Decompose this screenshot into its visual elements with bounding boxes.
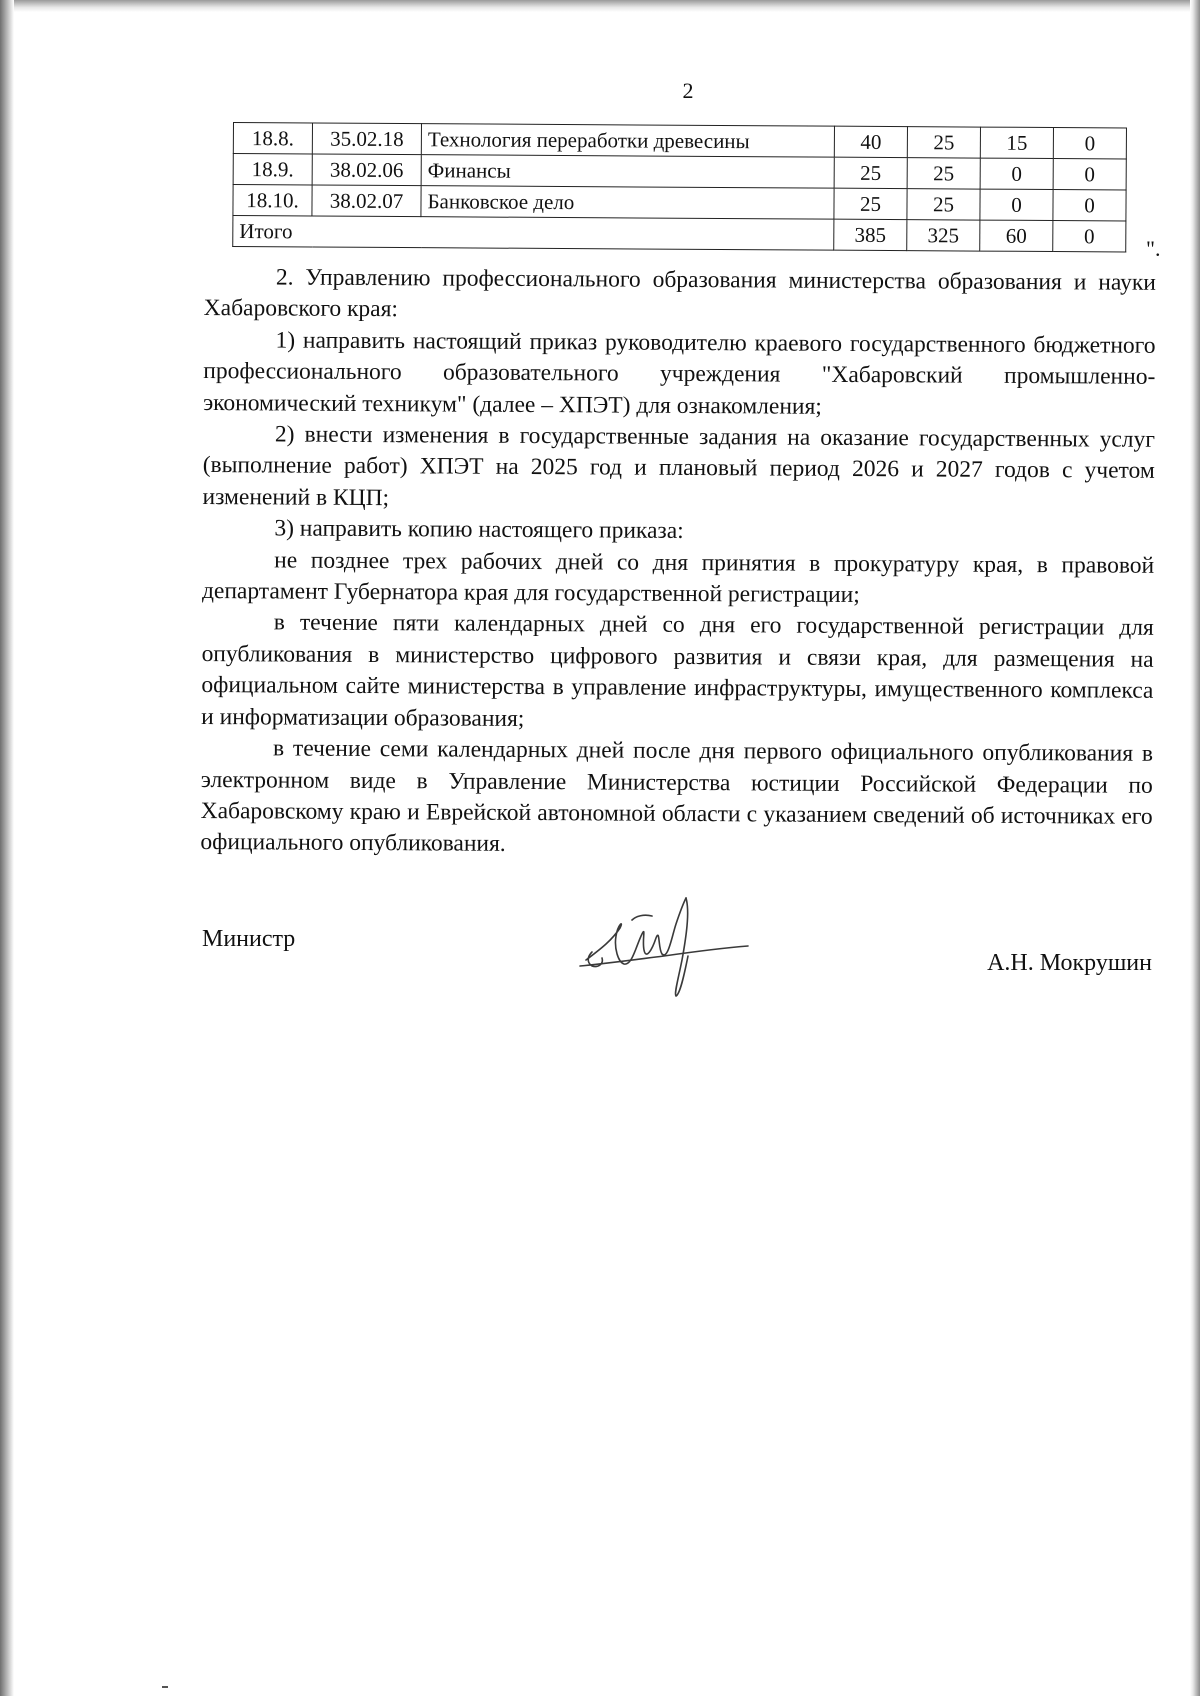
specialty-code-cell: 38.02.06	[312, 154, 421, 186]
total-value-cell-1: 385	[834, 219, 907, 250]
total-value-cell-3: 60	[980, 220, 1053, 251]
signatory-title: Министр	[202, 926, 296, 952]
value-cell-4: 0	[1053, 190, 1126, 221]
value-cell-2: 25	[907, 158, 980, 189]
quota-table	[232, 122, 1127, 252]
paragraph-subitem-1: 1) направить настоящий приказ руководителю краевого государственного бюджетного профессионального образовательного учреждения "Хабаровский промышленно-экономический техникум" (далее – ХПЭТ) для ознакомления;	[203, 327, 1156, 420]
specialty-name-cell: Банковское дело	[421, 186, 834, 220]
paragraph-prosecutor-clause: не позднее трех рабочих дней со дня принятия в прокуратуру края, в правовой департамент Губернатора края для государственной регистрации;	[201, 547, 1155, 609]
table-total-row	[233, 216, 1126, 252]
signature-block	[202, 920, 1152, 1000]
value-cell-4: 0	[1053, 159, 1126, 190]
value-cell-3: 0	[980, 158, 1053, 189]
row-number-cell: 18.9.	[233, 154, 312, 185]
paragraph-item-2: 2. Управлению профессионального образования министерства образования и науки Хабаровского края:	[203, 264, 1156, 323]
value-cell-1: 25	[834, 157, 907, 188]
value-cell-3: 15	[980, 127, 1053, 158]
value-cell-1: 25	[834, 188, 907, 219]
specialty-code-cell: 35.02.18	[312, 123, 421, 155]
specialty-name-cell: Технология переработки древесины	[421, 124, 834, 158]
value-cell-2: 25	[907, 189, 980, 220]
scan-edge-top	[0, 0, 1200, 12]
paragraph-publication-clause: в течение пяти календарных дней со дня его государственной регистрации для опубликования в министерство цифрового развития и связи края, для размещения на официальном сайте министерства в управление инфраструктуры, имущественного комплекса и информатизации образования;	[201, 609, 1154, 732]
value-cell-2: 25	[907, 127, 980, 158]
value-cell-1: 40	[834, 126, 907, 157]
paragraph-subitem-2: 2) внести изменения в государственные задания на оказание государственных услуг (выполнение работ) ХПЭТ на 2025 год и плановый период 2026 и 2027 годов с учетом изменений в КЦП;	[202, 421, 1156, 511]
specialty-code-cell: 38.02.07	[312, 185, 421, 217]
total-label-cell: Итого	[233, 216, 834, 251]
row-number-cell: 18.8.	[233, 123, 312, 154]
total-value-cell-4: 0	[1053, 221, 1126, 252]
value-cell-4: 0	[1053, 128, 1126, 159]
total-value-cell-2: 325	[907, 220, 980, 251]
paragraph-subitem-3: 3) направить копию настоящего приказа:	[274, 515, 684, 545]
page-number: 2	[682, 78, 694, 103]
scan-edge-right	[1190, 0, 1200, 1696]
signatory-name: А.Н. Мокрушин	[987, 950, 1152, 976]
table-closing-quote: ".	[1146, 236, 1161, 261]
specialty-name-cell: Финансы	[421, 155, 834, 189]
handwritten-signature	[572, 890, 752, 1000]
quota-table-wrapper	[232, 122, 1127, 252]
scan-speck	[162, 1686, 168, 1688]
row-number-cell: 18.10.	[233, 185, 312, 216]
order-body-text	[200, 262, 1156, 865]
value-cell-3: 0	[980, 189, 1053, 220]
paragraph-justice-ministry-clause: в течение семи календарных дней после дня первого официального опубликования в электронном виде в Управление Министерства юстиции Российской Федерации по Хабаровскому краю и Еврейской автономной области с указанием сведений об источниках его официального опубликования.	[200, 735, 1154, 858]
scan-edge-left	[0, 0, 14, 1696]
